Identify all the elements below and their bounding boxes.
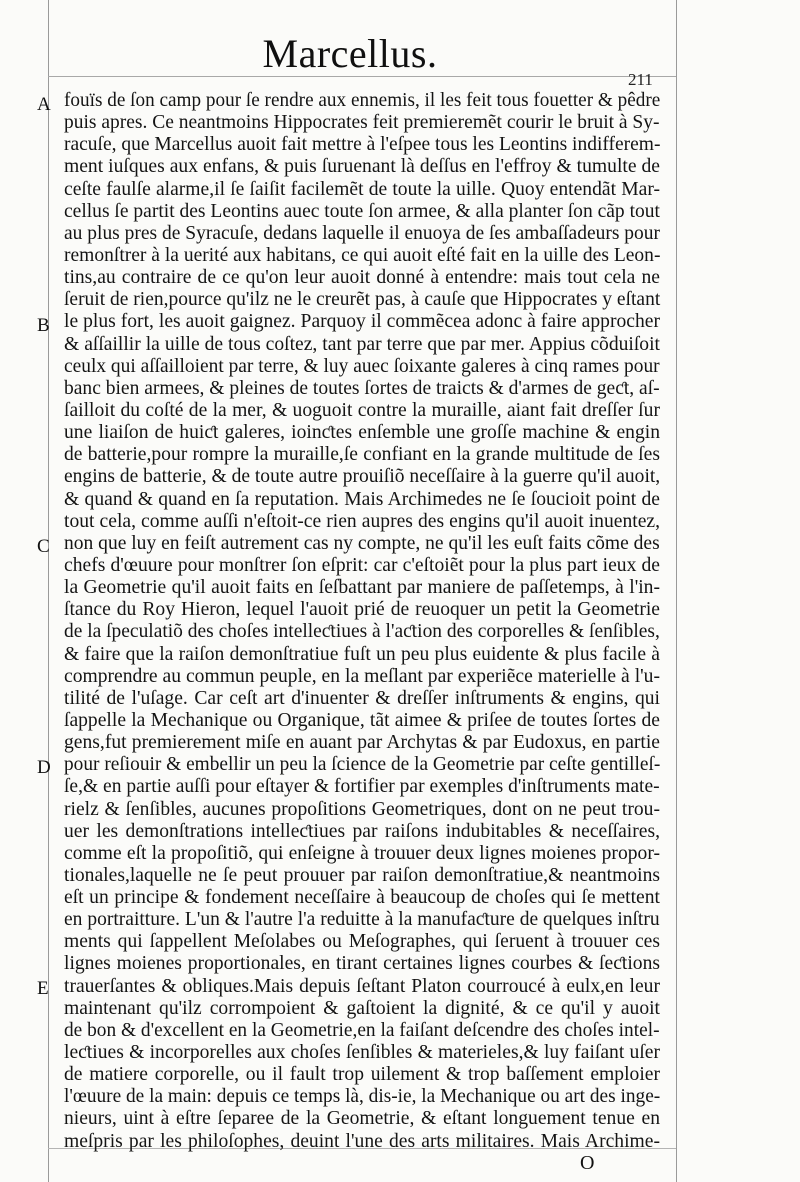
text-line: ceſte faulſe alarme,il ſe ſaiſit facilemẽt de toute la uille. Quoy entendãt Mar- — [64, 178, 660, 200]
text-line: pour reſiouir & embellir un peu la ſcience de la Geometrie par ceſte gentilleſ- — [64, 754, 661, 776]
text-line: maintenant qu'ilz corrompoient & gaſtoient la dignité, & ce qu'il y auoit — [64, 997, 660, 1019]
text-line: ſailloit du coſté de la mer, & uoguoit contre la muraille, aiant fait dreſſer ſur — [64, 399, 660, 421]
margin-marker-c: C — [37, 536, 50, 557]
text-line: de bon & d'excellent en la Geometrie,en la faiſant deſcendre des choſes intel- — [64, 1019, 660, 1041]
text-line: rielz & ſenſibles, aucunes propoſitions Geometriques, dont on ne peut trou- — [64, 798, 660, 820]
text-line: ment iuſques aux enfans, & puis ſuruenant là deſſus en l'effroy & tumulte de — [64, 156, 660, 178]
text-line: & aſſaillir la uille de tous coſtez, tant par terre que par mer. Appius cõduiſoit — [64, 333, 660, 355]
text-line: comme eſt la propoſitiõ, qui enſeigne à trouuer deux lignes moienes propor- — [64, 842, 660, 864]
text-line: uer les demonſtrations intelleƈtiues par raiſons indubitables & neceſſaires, — [64, 820, 660, 842]
left-frame-rule — [48, 0, 49, 1182]
text-line: ſe,& en partie auſſi pour eſtayer & fortifier par exemples d'inſtruments mate- — [64, 776, 660, 798]
text-line: trauerſantes & obliques.Mais depuis ſeſtant Platon courroucé à eulx,en leur — [64, 975, 660, 997]
text-line: tilité de l'uſage. Car ceſt art d'inuenter & dreſſer inſtruments & engins, qui — [64, 687, 660, 709]
text-line: une liaiſon de huiƈt galeres, ioinƈtes enſemble une groſſe machine & engin — [64, 422, 660, 444]
text-line: ſtance du Roy Hieron, lequel l'auoit prié de reuoquer un petit la Geometrie — [64, 599, 660, 621]
margin-marker-e: E — [37, 978, 49, 999]
text-line: non que luy en feiſt autrement cas ny compte, ne qu'il les euſt faits cõme des — [64, 532, 660, 554]
text-line: de matiere corporelle, ou il fault trop uilement & trop baſſement emploier — [64, 1064, 660, 1086]
running-head: Marcellus. — [262, 31, 438, 76]
text-line: remonſtrer à la uerité aux habitans, ce qui auoit eſté fait en la uille des Leon- — [64, 244, 661, 266]
body-text — [64, 90, 660, 1153]
text-line: tins,au contraire de ce qu'on leur auoit donné à entendre: mais tout cela ne — [64, 267, 660, 289]
text-line: comprendre au commun peuple, en la meſlant par experiẽce materielle à l'u- — [64, 665, 660, 687]
text-line: ceulx qui aſſailloient par terre, & luy auec ſoixante galeres à cinq rames pour — [64, 355, 660, 377]
text-line: meſpris par les philoſophes, deuint l'une des arts militaires. Mais Archime- — [64, 1130, 660, 1152]
text-line: ſeruit de rien,pource qu'ilz ne le creurẽt pas, à cauſe que Hippocrates y eſtant — [64, 289, 661, 311]
text-line: nieurs, uint à eſtre ſeparee de la Geometrie, & eſtant longuement tenue en — [64, 1108, 660, 1130]
text-line: banc bien armees, & pleines de toutes ſortes de traicts & d'armes de geƈt, aſ- — [64, 377, 660, 399]
text-line: racuſe, que Marcellus auoit fait mettre à l'eſpee tous les Leontins indifferem- — [64, 134, 661, 156]
text-line: eſt un principe & fondement neceſſaire à beaucoup de choſes qui ſe mettent — [64, 887, 660, 909]
text-line: le plus fort, les auoit gaignez. Parquoy il commẽcea adonc à faire approcher — [64, 311, 660, 333]
text-line: la Geometrie qu'il auoit faits en ſeſbattant par maniere de paſſetemps, à l'in- — [64, 577, 660, 599]
text-line: fouïs de ſon camp pour ſe rendre aux ennemis, il les feit tous fouetter & pêdre — [64, 90, 661, 111]
text-line: & quand & quand en ſa reputation. Mais Archimedes ne ſe ſoucioit point de — [64, 488, 660, 510]
text-line: ments qui ſappellent Meſolabes ou Meſographes, qui ſeruent à trouuer ces — [64, 931, 660, 953]
text-line: engins de batterie, & de toute autre prouiſiõ neceſſaire à la guerre qu'il auoit, — [64, 466, 661, 488]
text-line: l'œuure de la main: depuis ce temps là, dis-ie, la Mechanique ou art des inge- — [64, 1086, 661, 1108]
text-line: cellus ſe partit des Leontins auec toute ſon armee, & alla planter ſon cãp tout — [64, 200, 660, 222]
text-line: de la ſpeculatiõ des choſes intelleƈtiues à l'aƈtion des corporelles & ſenſibles, — [64, 621, 660, 643]
text-line: au plus pres de Syracuſe, dedans laquelle il enuoya de ſes ambaſſadeurs pour — [64, 222, 661, 244]
text-line: ſappelle la Mechanique ou Organique, tãt aimee & priſee de toutes ſortes de — [64, 709, 660, 731]
text-line: tionales,laquelle ne ſe peut prouuer par raiſon demonſtratiue,& neantmoins — [64, 864, 660, 886]
text-line: tout cela, comme auſſi n'eſtoit-ce rien aupres des engins qu'il auoit inuentez, — [64, 510, 660, 532]
text-line: chefs d'œuure pour monſtrer ſon eſprit: car c'eſtoiẽt pour la plus part ieux de — [64, 554, 660, 576]
text-line: leƈtiues & incorporelles aux choſes ſenſibles & materieles,& luy faiſant uſer — [64, 1042, 660, 1064]
margin-marker-b: B — [37, 315, 50, 336]
signature-mark: O — [580, 1152, 595, 1174]
text-line: puis apres. Ce neantmoins Hippocrates feit premieremẽt courir le bruit à Sy- — [64, 112, 660, 134]
text-line: gens,fut premierement miſe en auant par Archytas & par Eudoxus, en partie — [64, 732, 660, 754]
text-line: lignes moienes proportionales, en tirant certaines lignes courbes & ſeƈtions — [64, 953, 660, 975]
text-line: en portraitture. L'un & l'autre l'a reduitte à la manufaƈture de quelques inſtru — [64, 909, 660, 931]
margin-marker-d: D — [37, 757, 51, 778]
text-line: & faire que la raiſon demonſtratiue fuſt un peu plus euidente & plus facile à — [64, 643, 660, 665]
margin-marker-a: A — [37, 94, 51, 115]
right-frame-rule — [676, 0, 677, 1182]
text-line: de batterie,pour rompre la muraille,ſe confiant en la grande multitude de ſes — [64, 444, 660, 466]
page-number: 211 — [628, 70, 653, 89]
